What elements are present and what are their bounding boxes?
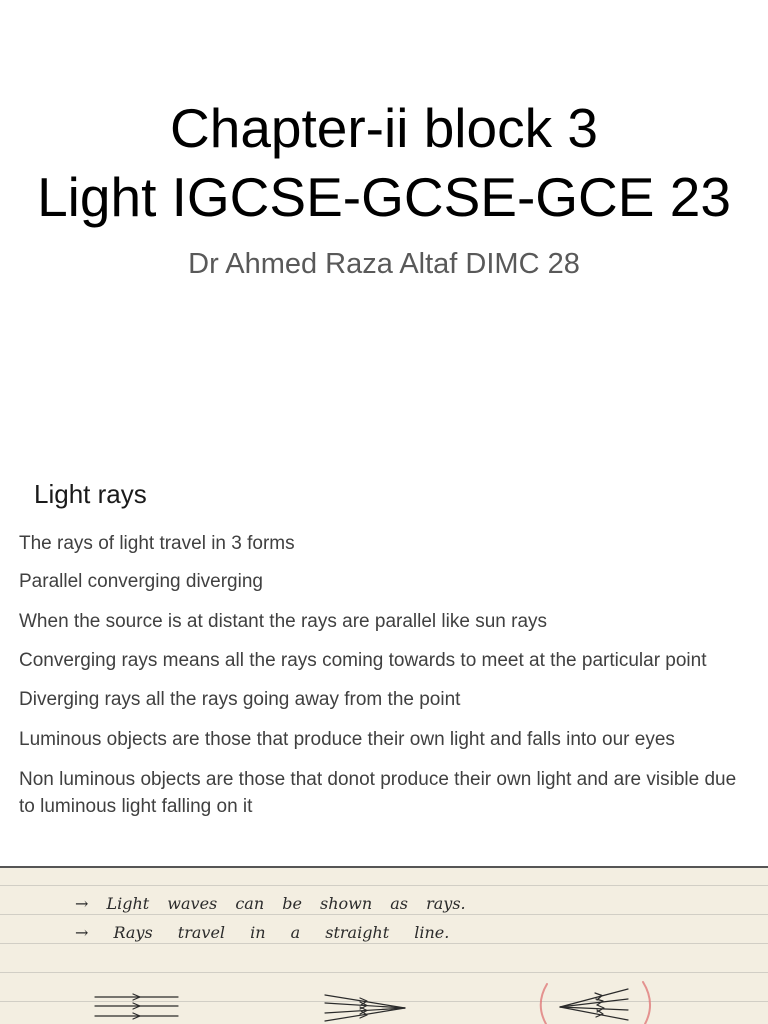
diverging-rays-sketch [541,982,650,1024]
slide-title-line-1: Chapter-ii block 3 [170,97,598,159]
slide-subtitle: Dr Ahmed Raza Altaf DIMC 28 [188,248,580,280]
handwritten-line: → Rays travel in a straight line. [75,923,450,942]
ray-sketches [0,866,768,1024]
slide-heading: Light rays [34,479,147,509]
red-bracket-left [541,984,547,1024]
text-paragraph: Non luminous objects are those that donot produce their own light and are visible due to luminous light falling on it [19,769,737,817]
text-line: Diverging rays all the rays going away from the point [19,689,461,710]
slide-title-line-2: Light IGCSE-GCSE-GCE 23 [37,166,731,228]
handwritten-line: → Light waves can be shown as rays. [75,894,466,913]
title-slide [0,0,768,440]
text-line: When the source is at distant the rays are parallel like sun rays [19,611,548,632]
text-line: Converging rays means all the rays coming towards to meet at the particular point [19,650,707,671]
text-line: Luminous objects are those that produce their own light and falls into our eyes [19,729,675,750]
text-line: Parallel converging diverging [19,571,263,592]
red-bracket-right [643,982,650,1024]
handwritten-notes-image [0,866,768,1024]
parallel-rays-sketch [95,994,178,1019]
text-line: The rays of light travel in 3 forms [19,533,295,554]
ray-line [560,999,628,1007]
ray-line [560,989,628,1007]
converging-rays-sketch [325,995,405,1021]
content-slide [0,450,768,860]
